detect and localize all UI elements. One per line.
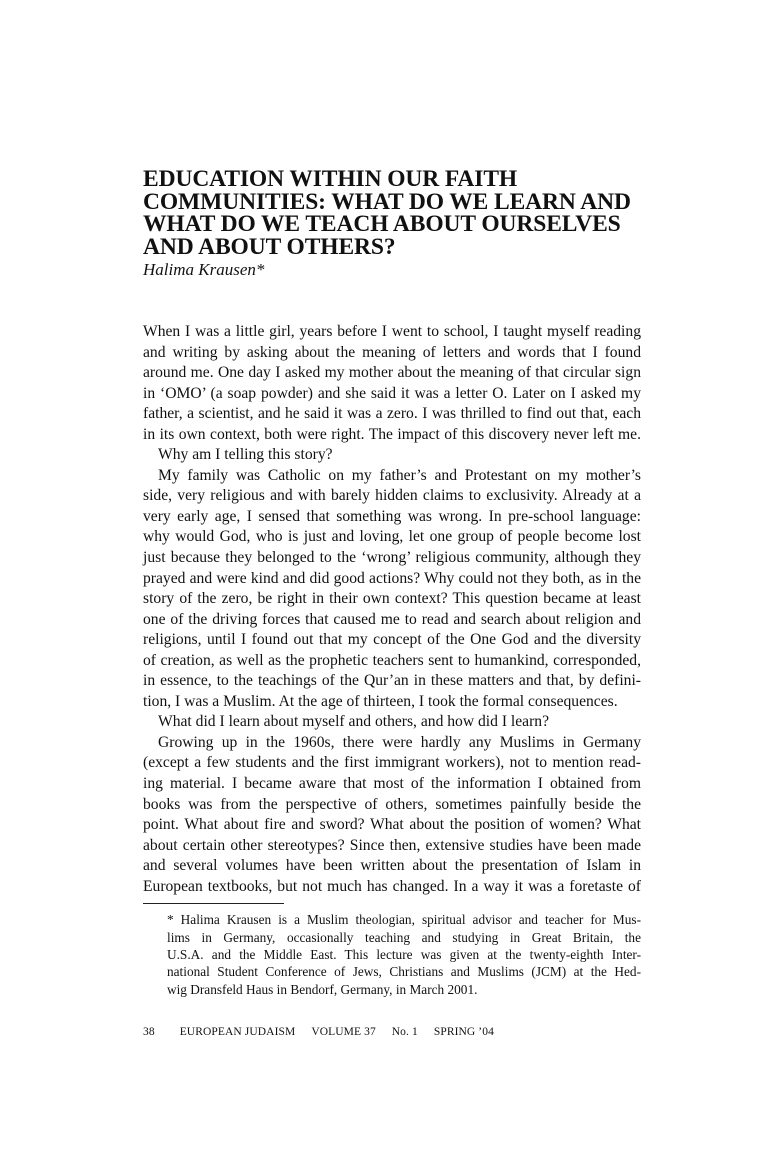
body-line: (except a few students and the first immigrant workers), not to mention read- — [143, 754, 641, 772]
footnote-line: wig Dransfeld Haus in Bendorf, Germany, in March 2001. — [167, 981, 478, 997]
body-line: What did I learn about myself and others, and how did I learn? — [158, 713, 550, 731]
body-line: side, very religious and with barely hidden claims to exclusivity. Already at a — [143, 487, 641, 505]
body-line: in its own context, both were right. The impact of this discovery never left me. — [143, 425, 641, 443]
body-line: When I was a little girl, years before I went to school, I taught myself reading — [143, 323, 641, 340]
body-line: father, a scientist, and he said it was a zero. I was thrilled to find out that, each — [143, 405, 641, 423]
journal-issue: No. 1 — [391, 1026, 418, 1038]
body-line: religions, until I found out that my concept of the One God and the diversity — [143, 631, 641, 649]
footnote-divider — [143, 903, 284, 904]
body-line: one of the driving forces that caused me to read and search about religion and — [143, 610, 641, 628]
footnote — [143, 911, 641, 997]
body-line: and writing by asking about the meaning of letters and words that I found — [143, 343, 641, 361]
article-body — [143, 322, 641, 897]
body-line: in ‘OMO’ (a soap powder) and she said it was a letter O. Later on I asked my — [143, 384, 641, 402]
title-line: WHAT DO WE TEACH ABOUT OURSELVES — [143, 211, 621, 237]
body-line: Growing up in the 1960s, there were hardly any Muslims in Germany — [158, 733, 641, 751]
body-line: prayed and were kind and did good actions? Why could not they both, as in the — [143, 569, 641, 587]
body-line: why would God, who is just and loving, let one group of people become lost — [143, 528, 641, 546]
body-line: point. What about fire and sword? What about the position of women? What — [143, 816, 641, 834]
body-line: ing material. I became aware that most of the information I obtained from — [143, 775, 641, 793]
body-line: just because they belonged to the ‘wrong’ religious community, although they — [143, 549, 641, 567]
body-line: in essence, to the teachings of the Qur’an in these matters and that, by defini- — [143, 672, 641, 690]
title-line: COMMUNITIES: WHAT DO WE LEARN AND — [143, 188, 631, 215]
body-line: very early age, I sensed that something was wrong. In pre-school language: — [143, 507, 641, 525]
body-line: around me. One day I asked my mother about the meaning of that circular sign — [143, 364, 641, 382]
article-page — [143, 168, 641, 998]
body-line: tion, I was a Muslim. At the age of thirteen, I took the formal consequences. — [143, 692, 618, 710]
author-name: Halima Krausen* — [143, 260, 265, 279]
footnote-line: U.S.A. and the Middle East. This lecture was given at the twenty-eighth Inter- — [167, 946, 641, 962]
footnote-line: * Halima Krausen is a Muslim theologian, spiritual advisor and teacher for Mus- — [167, 912, 641, 928]
journal-name: EUROPEAN JUDAISM — [179, 1026, 296, 1038]
footnote-line: lims in Germany, occasionally teaching and studying in Great Britain, the — [167, 929, 641, 945]
title-line: AND ABOUT OTHERS? — [143, 233, 396, 260]
body-line: Why am I telling this story? — [158, 446, 333, 464]
footnote-line: national Student Conference of Jews, Christians and Muslims (JCM) at the Hed- — [167, 964, 641, 980]
page-number: 38 — [143, 1026, 155, 1038]
body-line: story of the zero, be right in their own context? This question became at least — [143, 590, 641, 608]
article-title — [143, 168, 641, 258]
body-line: European textbooks, but not much has changed. In a way it was a foretaste of — [143, 877, 641, 895]
body-line: of creation, as well as the prophetic teachers sent to humankind, corresponded, — [143, 651, 641, 669]
body-line: My family was Catholic on my father’s and Protestant on my mother’s — [158, 466, 641, 484]
body-line: and several volumes have been written about the presentation of Islam in — [143, 857, 641, 875]
body-line: books was from the perspective of others, sometimes painfully beside the — [143, 795, 641, 813]
journal-volume: VOLUME 37 — [311, 1026, 376, 1038]
page-footer — [143, 1026, 494, 1038]
body-line: about certain other stereotypes? Since then, extensive studies have been made — [143, 836, 641, 854]
journal-season: SPRING ’04 — [433, 1026, 494, 1038]
title-line: EDUCATION WITHIN OUR FAITH — [143, 166, 518, 192]
